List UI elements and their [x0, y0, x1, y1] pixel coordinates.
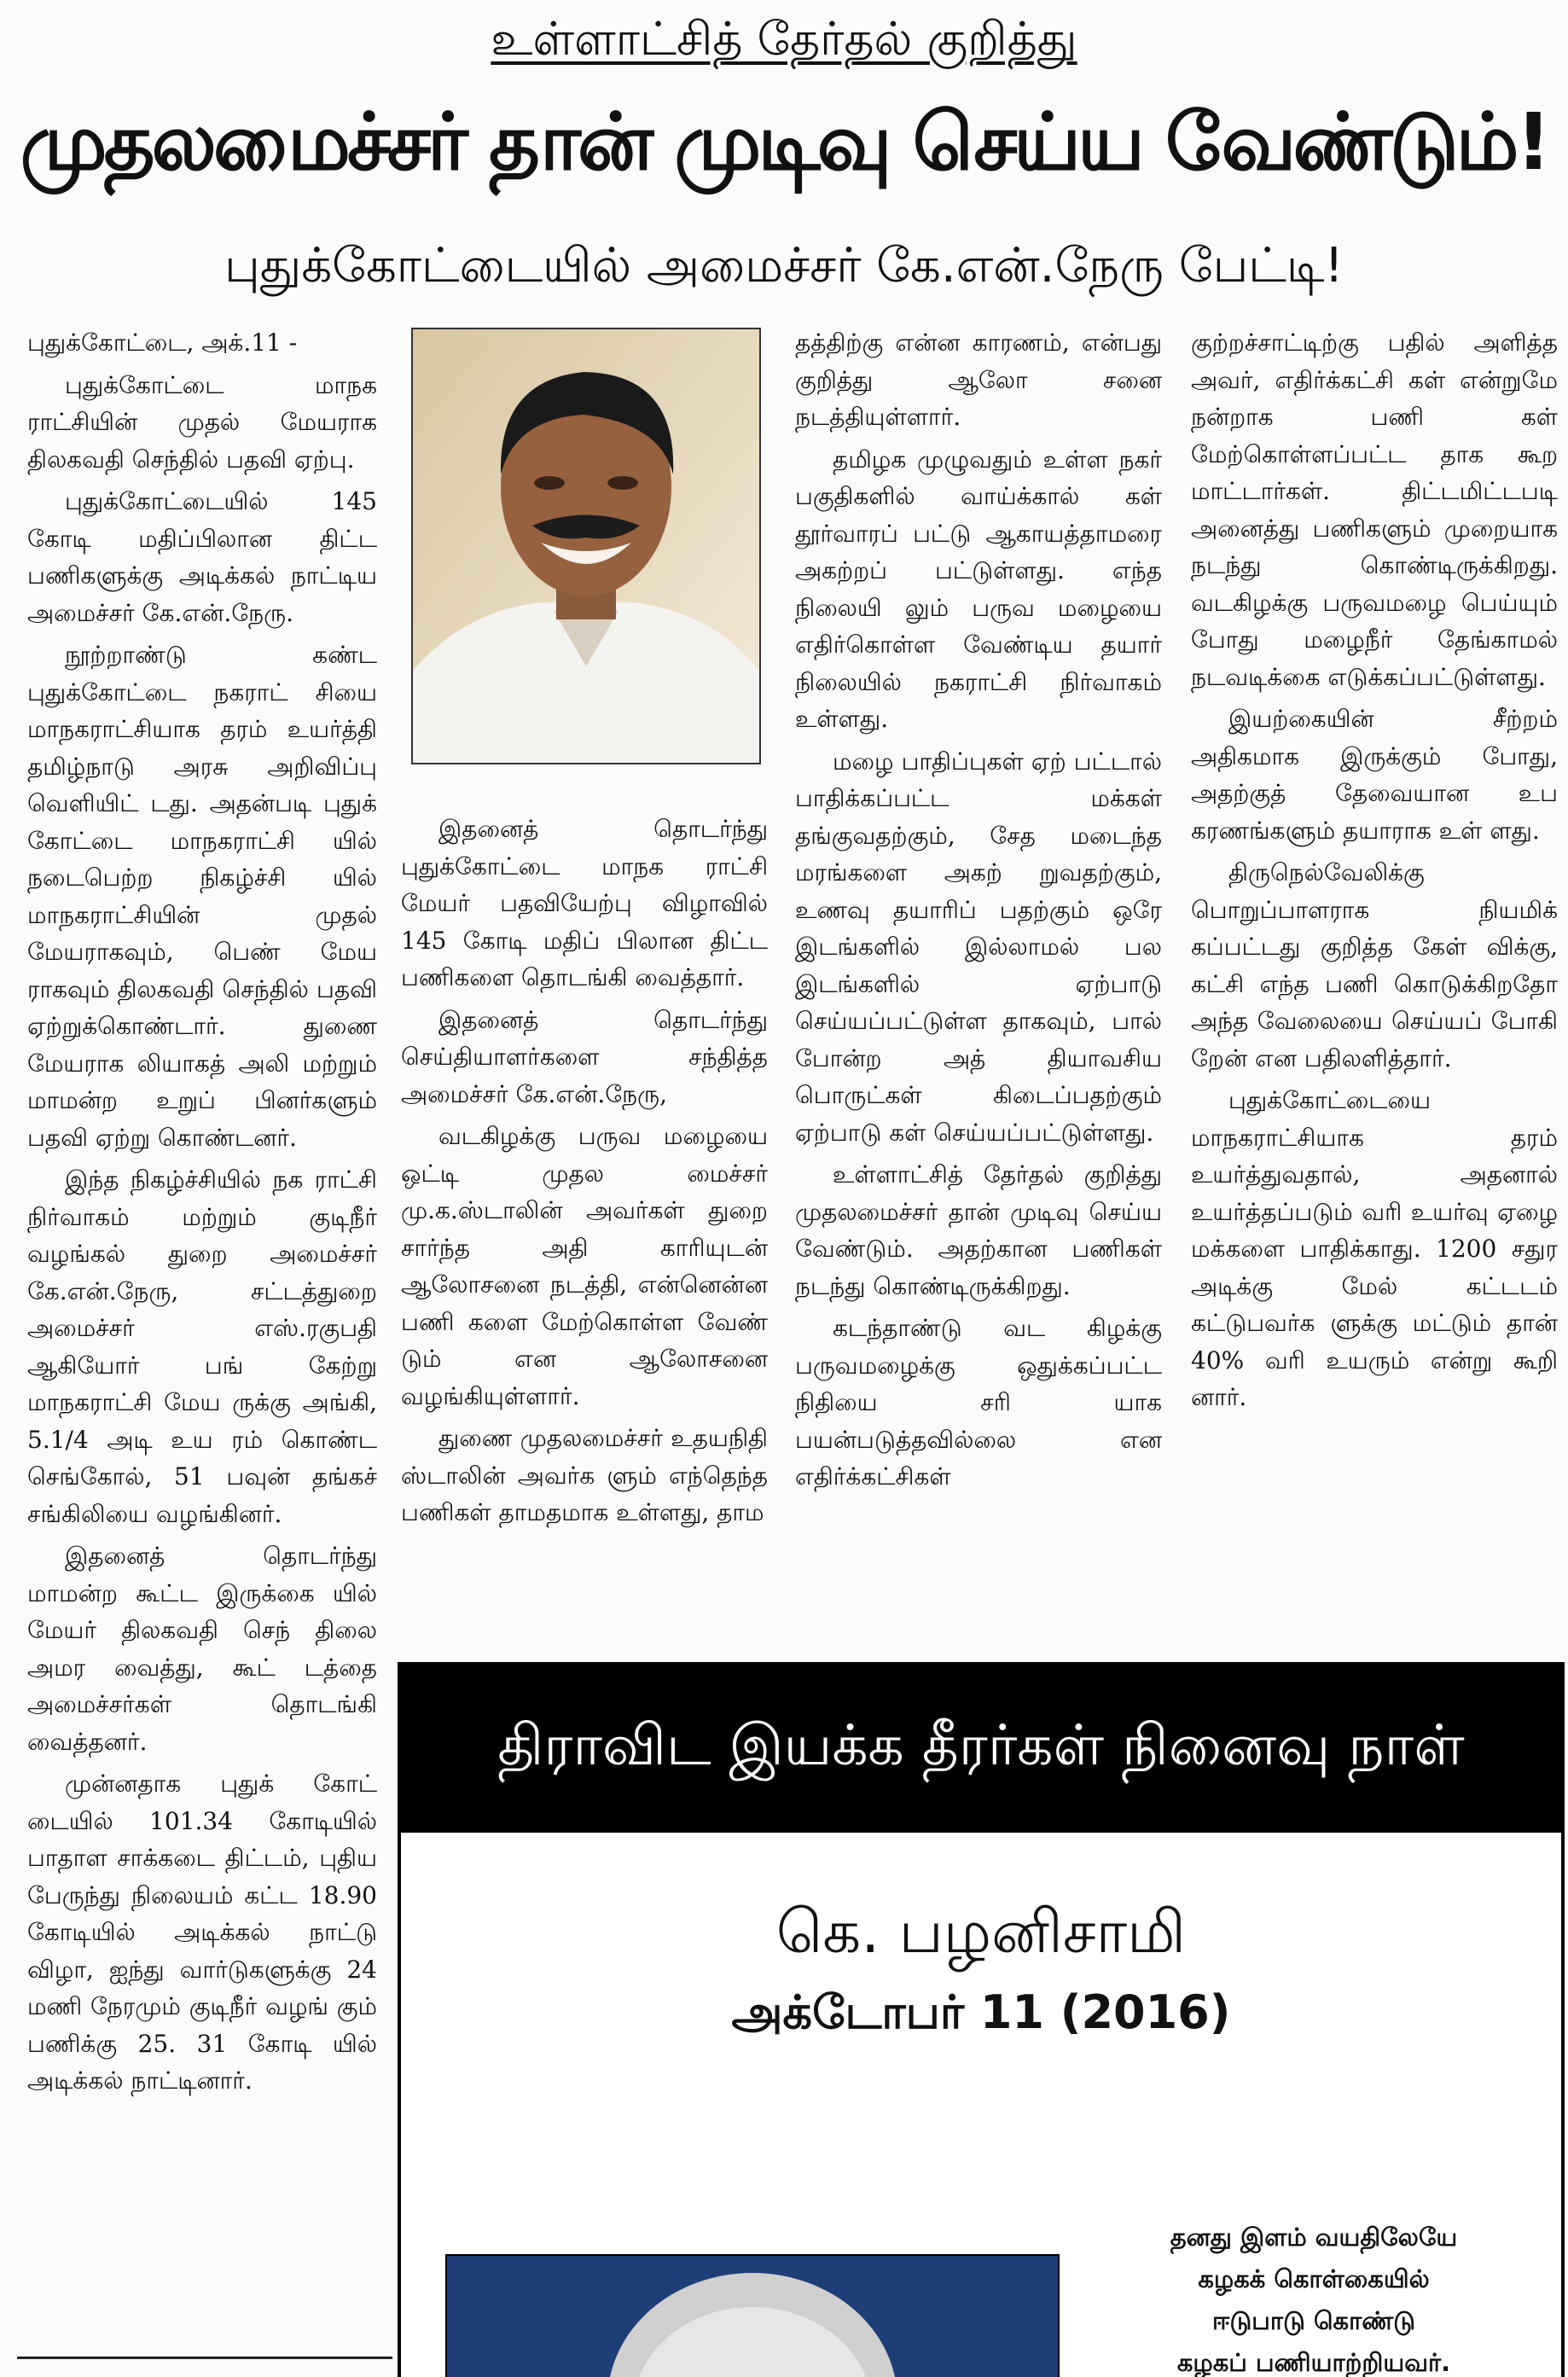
paragraph: இந்த நிகழ்ச்சியில் நக ராட்சி நிர்வாகம் மற்றும் குடிநீர் வழங்கல் துறை அமைச்சர் கே.என்.நேரு, சட்டத்துறை அமைச்சர் எஸ்.ரகுபதி ஆகியோர் பங் கேற்று மாநகராட்சி மேய ருக்கு அங்கி, 5.1/4 அடி உய ரம் கொண்ட செங்கோல், 51 பவுன் தங்கச் சங்கிலியை வழங்கினர். — [27, 1165, 377, 1528]
memorial-title: திராவிட இயக்க தீரர்கள் நினைவு நாள் — [497, 1712, 1465, 1778]
article-column-3 — [795, 324, 1162, 1496]
paragraph: இதனைத் தொடர்ந்து மாமன்ற கூட்ட இருக்கை யில் மேயர் திலகவதி செந் திலை அமர வைத்து, கூட் டத்தை அமைச்சர்கள் தொடங்கி வைத்தனர். — [27, 1542, 377, 1756]
paragraph: வடகிழக்கு பருவ மழையை ஒட்டி முதல மைச்சர் மு.க.ஸ்டாலின் அவர்கள் துறை சார்ந்த அதி காரியுடன் ஆலோசனை நடத்தி, என்னென்ன பணி களை மேற்கொள்ள வேண் டும் என ஆலோசனை வழங்கியுள்ளார். — [401, 1122, 768, 1410]
paragraph: திருநெல்வேலிக்கு பொறுப்பாளராக நியமிக் கப்பட்டது குறித்த கேள் விக்கு, கட்சி எந்த பணி கொடுக்கிறதோ அந்த வேலையை செய்யப் போகி றேன் என பதிலளித்தார். — [1191, 858, 1558, 1072]
tribute-line: கழகப் பணியாற்றியவர். — [1176, 2348, 1451, 2377]
article-kicker: உள்ளாட்சித் தேர்தல் குறித்து — [491, 12, 1077, 66]
paragraph: இதனைத் தொடர்ந்து புதுக்கோட்டை மாநக ராட்சி மேயர் பதவியேற்பு விழாவில் 145 கோடி மதிப் பிலான திட்ட பணிகளை தொடங்கி வைத்தார். — [401, 815, 768, 991]
article-headline: முதலமைச்சர் தான் முடிவு செய்ய வேண்டும்! — [20, 96, 1548, 188]
memorial-photo — [445, 2254, 1060, 2377]
tribute-line: தனது இளம் வயதிலேயே — [1170, 2223, 1458, 2252]
paragraph: புதுக்கோட்டையில் 145 கோடி மதிப்பிலான திட்ட பணிகளுக்கு அடிக்கல் நாட்டிய அமைச்சர் கே.என்.நேரு. — [27, 487, 377, 627]
paragraph: நூற்றாண்டு கண்ட புதுக்கோட்டை நகராட் சியை மாநகராட்சியாக தரம் உயர்த்தி தமிழ்நாடு அரசு அறிவிப்பு வெளியிட் டது. அதன்படி புதுக் கோட்டை மாநகராட்சி யில் நடைபெற்ற நிகழ்ச்சி யில் மாநகராட்சியின் முதல் மேயராகவும், பெண் மேய ராகவும் திலகவதி செந்தில் பதவி ஏற்றுக்கொண்டார். துணை மேயராக லியாகத் அலி மற்றும் மாமன்ற உறுப் பினர்களும் பதவி ஏற்று கொண்டனர். — [27, 641, 377, 1152]
column-divider — [17, 2357, 392, 2359]
paragraph: மழை பாதிப்புகள் ஏற் பட்டால் பாதிக்கப்பட்ட மக்கள் தங்குவதற்கும், சேத மடைந்த மரங்களை அகற் றுவதற்கும், உணவு தயாரிப் பதற்கும் ஒரே இடங்களில் இல்லாமல் பல இடங்களில் ஏற்பாடு செய்யப்பட்டுள்ள தாகவும், பால் போன்ற அத் தியாவசிய பொருட்கள் கிடைப்பதற்கும் ஏற்பாடு கள் செய்யப்பட்டுள்ளது. — [795, 747, 1162, 1147]
article-column-1 — [27, 324, 377, 2100]
portrait-photo-icon — [447, 2256, 1058, 2377]
memorial-tribute — [1075, 2217, 1553, 2377]
article-column-2 — [401, 811, 768, 1531]
paragraph: கடந்தாண்டு வட கிழக்கு பருவமழைக்கு ஒதுக்கப்பட்ட நிதியை சரி யாக பயன்படுத்தவில்லை என எதிர்க்கட்சிகள் — [795, 1314, 1162, 1491]
paragraph: குற்றச்சாட்டிற்கு பதில் அளித்த அவர், எதிர்க்கட்சி கள் என்றுமே நன்றாக பணி கள் மேற்கொள்ளப்பட்ட தாக கூற மாட்டார்கள். திட்டமிட்டபடி அனைத்து பணிகளும் முறையாக நடந்து கொண்டிருக்கிறது. வடகிழக்கு பருவமழை பெய்யும் போது மழைநீர் தேங்காமல் நடவடிக்கை எடுக்கப்பட்டுள்ளது. — [1191, 328, 1558, 691]
paragraph: தமிழக முழுவதும் உள்ள நகர் பகுதிகளில் வாய்க்கால் கள் தூர்வாரப் பட்டு ஆகாயத்தாமரை அகற்றப் பட்டுள்ளது. எந்த நிலையி லும் பருவ மழையை எதிர்கொள்ள வேண்டிய தயார் நிலையில் நகராட்சி நிர்வாகம் உள்ளது. — [795, 445, 1162, 733]
paragraph: இதனைத் தொடர்ந்து செய்தியாளர்களை சந்தித்த அமைச்சர் கே.என்.நேரு, — [401, 1005, 768, 1108]
minister-photo — [411, 328, 761, 764]
article-subheadline: புதுக்கோட்டையில் அமைச்சர் கே.என்.நேரு பேட்டி! — [224, 238, 1344, 293]
dateline: புதுக்கோட்டை, அக்.11 - — [27, 328, 298, 357]
paragraph: தத்திற்கு என்ன காரணம், என்பது குறித்து ஆலோ சனை நடத்தியுள்ளார். — [795, 328, 1162, 431]
paragraph: முன்னதாக புதுக் கோட் டையில் 101.34 கோடியில் பாதாள சாக்கடை திட்டம், புதிய பேருந்து நிலையம் கட்ட 18.90 கோடியில் அடிக்கல் நாட்டு விழா, ஐந்து வார்டுகளுக்கு 24 மணி நேரமும் குடிநீர் வழங் கும் பணிக்கு 25. 31 கோடி யில் அடிக்கல் நாட்டினார். — [27, 1770, 377, 2095]
tribute-line: ஈடுபாடு கொண்டு — [1211, 2306, 1416, 2335]
tribute-line: கழகக் கொள்கையில் — [1198, 2264, 1430, 2293]
paragraph: துணை முதலமைச்சர் உதயநிதி ஸ்டாலின் அவர்க ளும் எந்தெந்த பணிகள் தாமதமாக உள்ளது, தாம — [401, 1424, 768, 1526]
memorial-name: கெ. பழனிசாமி — [775, 1897, 1187, 1967]
memorial-box — [398, 1662, 1565, 2377]
memorial-date: அக்டோபர் 11 (2016) — [731, 1985, 1231, 2039]
portrait-photo-icon — [413, 329, 759, 763]
paragraph: புதுக்கோட்டையை மாநகராட்சியாக தரம் உயர்த்துவதால், அதனால் உயர்த்தப்படும் வரி உயர்வு ஏழை மக்களை பாதிக்காது. 1200 சதுர அடிக்கு மேல் கட்டடம் கட்டுபவர்க ளுக்கு மட்டும் தான் 40% வரி உயரும் என்று கூறி னார். — [1191, 1086, 1558, 1411]
paragraph: இயற்கையின் சீற்றம் அதிகமாக இருக்கும் போது, அதற்குத் தேவையான உப கரணங்களும் தயாராக உள் ளது. — [1191, 705, 1558, 845]
paragraph: புதுக்கோட்டை மாநக ராட்சியின் முதல் மேயராக திலகவதி செந்தில் பதவி ஏற்பு. — [27, 370, 377, 474]
paragraph: உள்ளாட்சித் தேர்தல் குறித்து முதலமைச்சர் தான் முடிவு செய்ய வேண்டும். அதற்கான பணிகள் நடந்து கொண்டிருக்கிறது. — [795, 1160, 1162, 1300]
article-column-4 — [1191, 324, 1558, 1416]
